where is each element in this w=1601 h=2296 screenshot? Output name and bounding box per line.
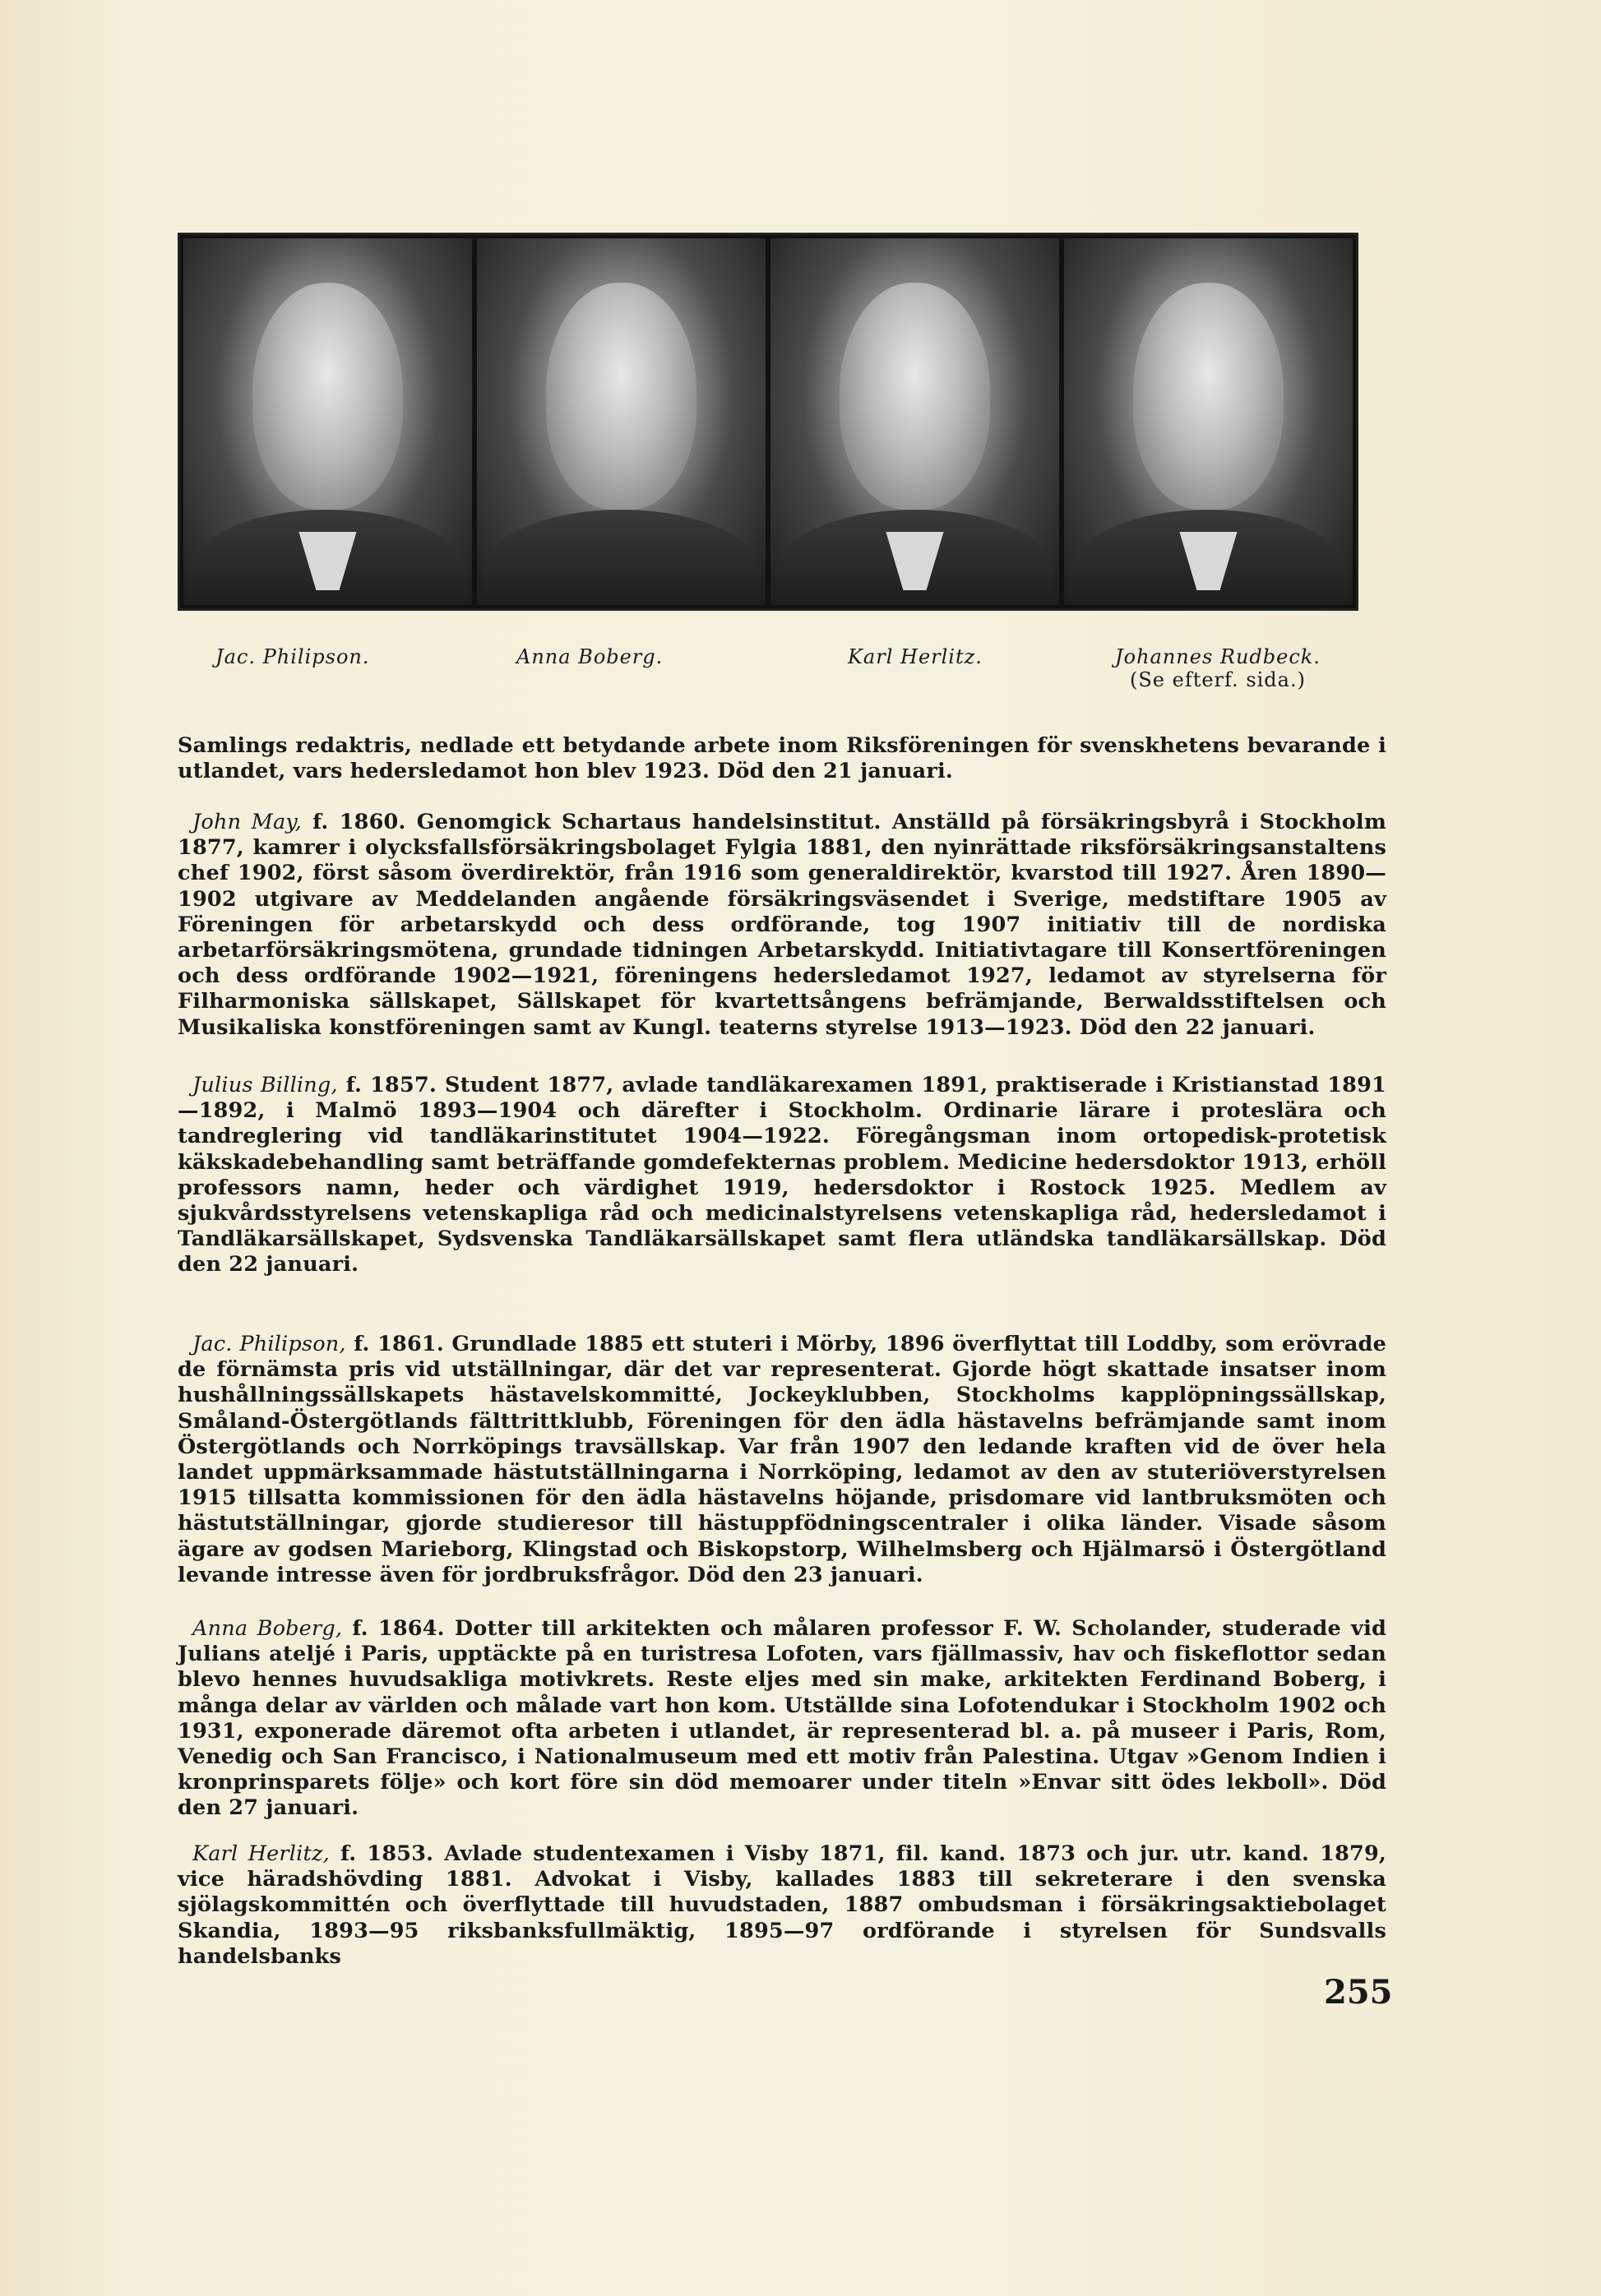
paragraph-billing	[178, 1073, 1386, 1278]
portrait-rudbeck	[1064, 238, 1353, 605]
portrait-philipson	[183, 238, 472, 605]
paragraph-herlitz	[178, 1841, 1386, 1970]
paragraph-may	[178, 810, 1386, 1041]
caption-rudbeck-note: (Se efterf. sida.)	[1129, 668, 1306, 691]
photo-captions	[178, 645, 1395, 711]
paragraph-text: f. 1864. Dotter till arkitekten och målaren professor F. W. Scholander, studerade vid Julians ateljé i Paris, upptäckte på en turistresa Lofoten, vars fjällmassiv, hav och fiskeflottor sedan blevo hennes huvudsakliga motivkrets. Reste eljes med sin make, arkitekten Ferdinand Boberg, i många delar av världen och målade vart hon kom. Utställde sina Lofotendukar i Stockholm 1902 och 1931, exponerade däremot ofta arbeten i utlandet, är representerad bl. a. på museer i Paris, Rom, Venedig och San Francisco, i Nationalmuseum med ett motiv från Palestina. Utgav »Genom Indien i kronprinsparets följe» och kort före sin död memoarer under titeln »Envar sitt ödes lekboll». Död den 27 januari.	[178, 1616, 1386, 1821]
portrait-boberg	[477, 238, 766, 605]
caption-boberg: Anna Boberg.	[516, 645, 664, 668]
caption-philipson: Jac. Philipson.	[215, 645, 370, 668]
paragraph-text: f. 1861. Grundlade 1885 ett stuteri i Mörby, 1896 överflyttat till Loddby, som erövrade de förnämsta pris vid utställningar, där det var representerat. Gjorde högt skattade insatser inom hushållningssällskapets hästavelskommitté, Jockeyklubben, Stockholms kapplöpningssällskap, Småland-Östergötlands fälttrittklubb, Föreningen för den ädla hästavelns befrämjande samt inom Östergötlands och Norrköpings travsällskap. Var från 1907 den ledande kraften vid de över hela landet uppmärksammade hästutställningarna i Norrköping, ledamot av den av stuteriöverstyrelsen 1915 tillsatta kommissionen för den ädla hästavelns höjande, prisdomare vid lantbruksmöten och hästutställningar, gjorde studieresor till hästuppfödningscentraler i olika länder. Visade såsom ägare av godsen Marieborg, Klingstad och Biskopstorp, Wilhelmsberg och Hjälmarsö i Östergötland levande intresse även för jordbruksfrågor. Död den 23 januari.	[178, 1332, 1386, 1587]
page-number: 255	[1324, 1973, 1393, 2012]
portrait-strip	[178, 233, 1358, 611]
paragraph-text: f. 1857. Student 1877, avlade tandläkarexamen 1891, praktiserade i Kristianstad 1891—1892, i Malmö 1893—1904 och därefter i Stockholm. Ordinarie lärare i proteslära och tandreglering vid tandläkarinstitutet 1904—1922. Föregångsman inom ortopedisk-protetisk käkskadebehandling samt beträffande gomdefekternas problem. Medicine hedersdoktor 1913, erhöll professors namn, heder och värdighet 1919, hedersdoktor i Rostock 1925. Medlem av sjukvårdsstyrelsens vetenskapliga råd och medicinalstyrelsens vetenskapliga råd, hedersledamot i Tandläkarsällskapet, Sydsvenska Tandläkarsällskapet samt flera utländska tandläkarsällskap. Död den 22 januari.	[178, 1073, 1386, 1277]
entry-name: Karl Herlitz,	[192, 1841, 330, 1866]
entry-name: Jac. Philipson,	[192, 1332, 346, 1356]
paragraph-text: Samlings redaktris, nedlade ett betydande arbete inom Riksföreningen för svenskhetens bevarande i utlandet, vars hedersledamot hon blev 1923. Död den 21 januari.	[178, 733, 1386, 784]
caption-rudbeck	[1115, 645, 1321, 691]
paragraph-boberg	[178, 1616, 1386, 1822]
caption-rudbeck-name: Johannes Rudbeck.	[1115, 645, 1321, 668]
entry-name: Julius Billing,	[192, 1073, 338, 1097]
paragraph-philipson	[178, 1332, 1386, 1588]
caption-herlitz: Karl Herlitz.	[848, 645, 983, 668]
portrait-herlitz	[770, 238, 1059, 605]
entry-name: Anna Boberg,	[192, 1616, 343, 1641]
entry-name: John May,	[192, 810, 302, 834]
paragraph-boberg-intro	[178, 733, 1386, 784]
paragraph-text: f. 1860. Genomgick Schartaus handelsinstitut. Anställd på försäkringsbyrå i Stockholm 1877, kamrer i olycksfallsförsäkringsbolaget Fylgia 1881, den nyinrättade riksförsäkringsanstaltens chef 1902, först såsom överdirektör, från 1916 som generaldirektör, kvarstod till 1927. Åren 1890—1902 utgivare av Meddelanden angående försäkringsväsendet i Sverige, medstiftare 1905 av Föreningen för arbetarskydd och dess ordförande, tog 1907 initiativ till de nordiska arbetarförsäkringsmötena, grundade tidningen Arbetarskydd. Initiativtagare till Konsertföreningen och dess ordförande 1902—1921, föreningens hedersledamot 1927, ledamot av styrelserna för Filharmoniska sällskapet, Sällskapet för kvartettsångens befrämjande, Berwaldsstiftelsen och Musikaliska konstföreningen samt av Kungl. teaterns styrelse 1913—1923. Död den 22 januari.	[178, 810, 1387, 1040]
paragraph-text: f. 1853. Avlade studentexamen i Visby 1871, fil. kand. 1873 och jur. utr. kand. 1879, vice häradshövding 1881. Advokat i Visby, kallades 1883 till sekreterare i den svenska sjölagskommittén och överflyttade till huvudstaden, 1887 ombudsman i försäkringsaktiebolaget Skandia, 1893—95 riksbanksfullmäktig, 1895—97 ordförande i styrelsen för Sundsvalls handelsbanks	[178, 1841, 1387, 1969]
